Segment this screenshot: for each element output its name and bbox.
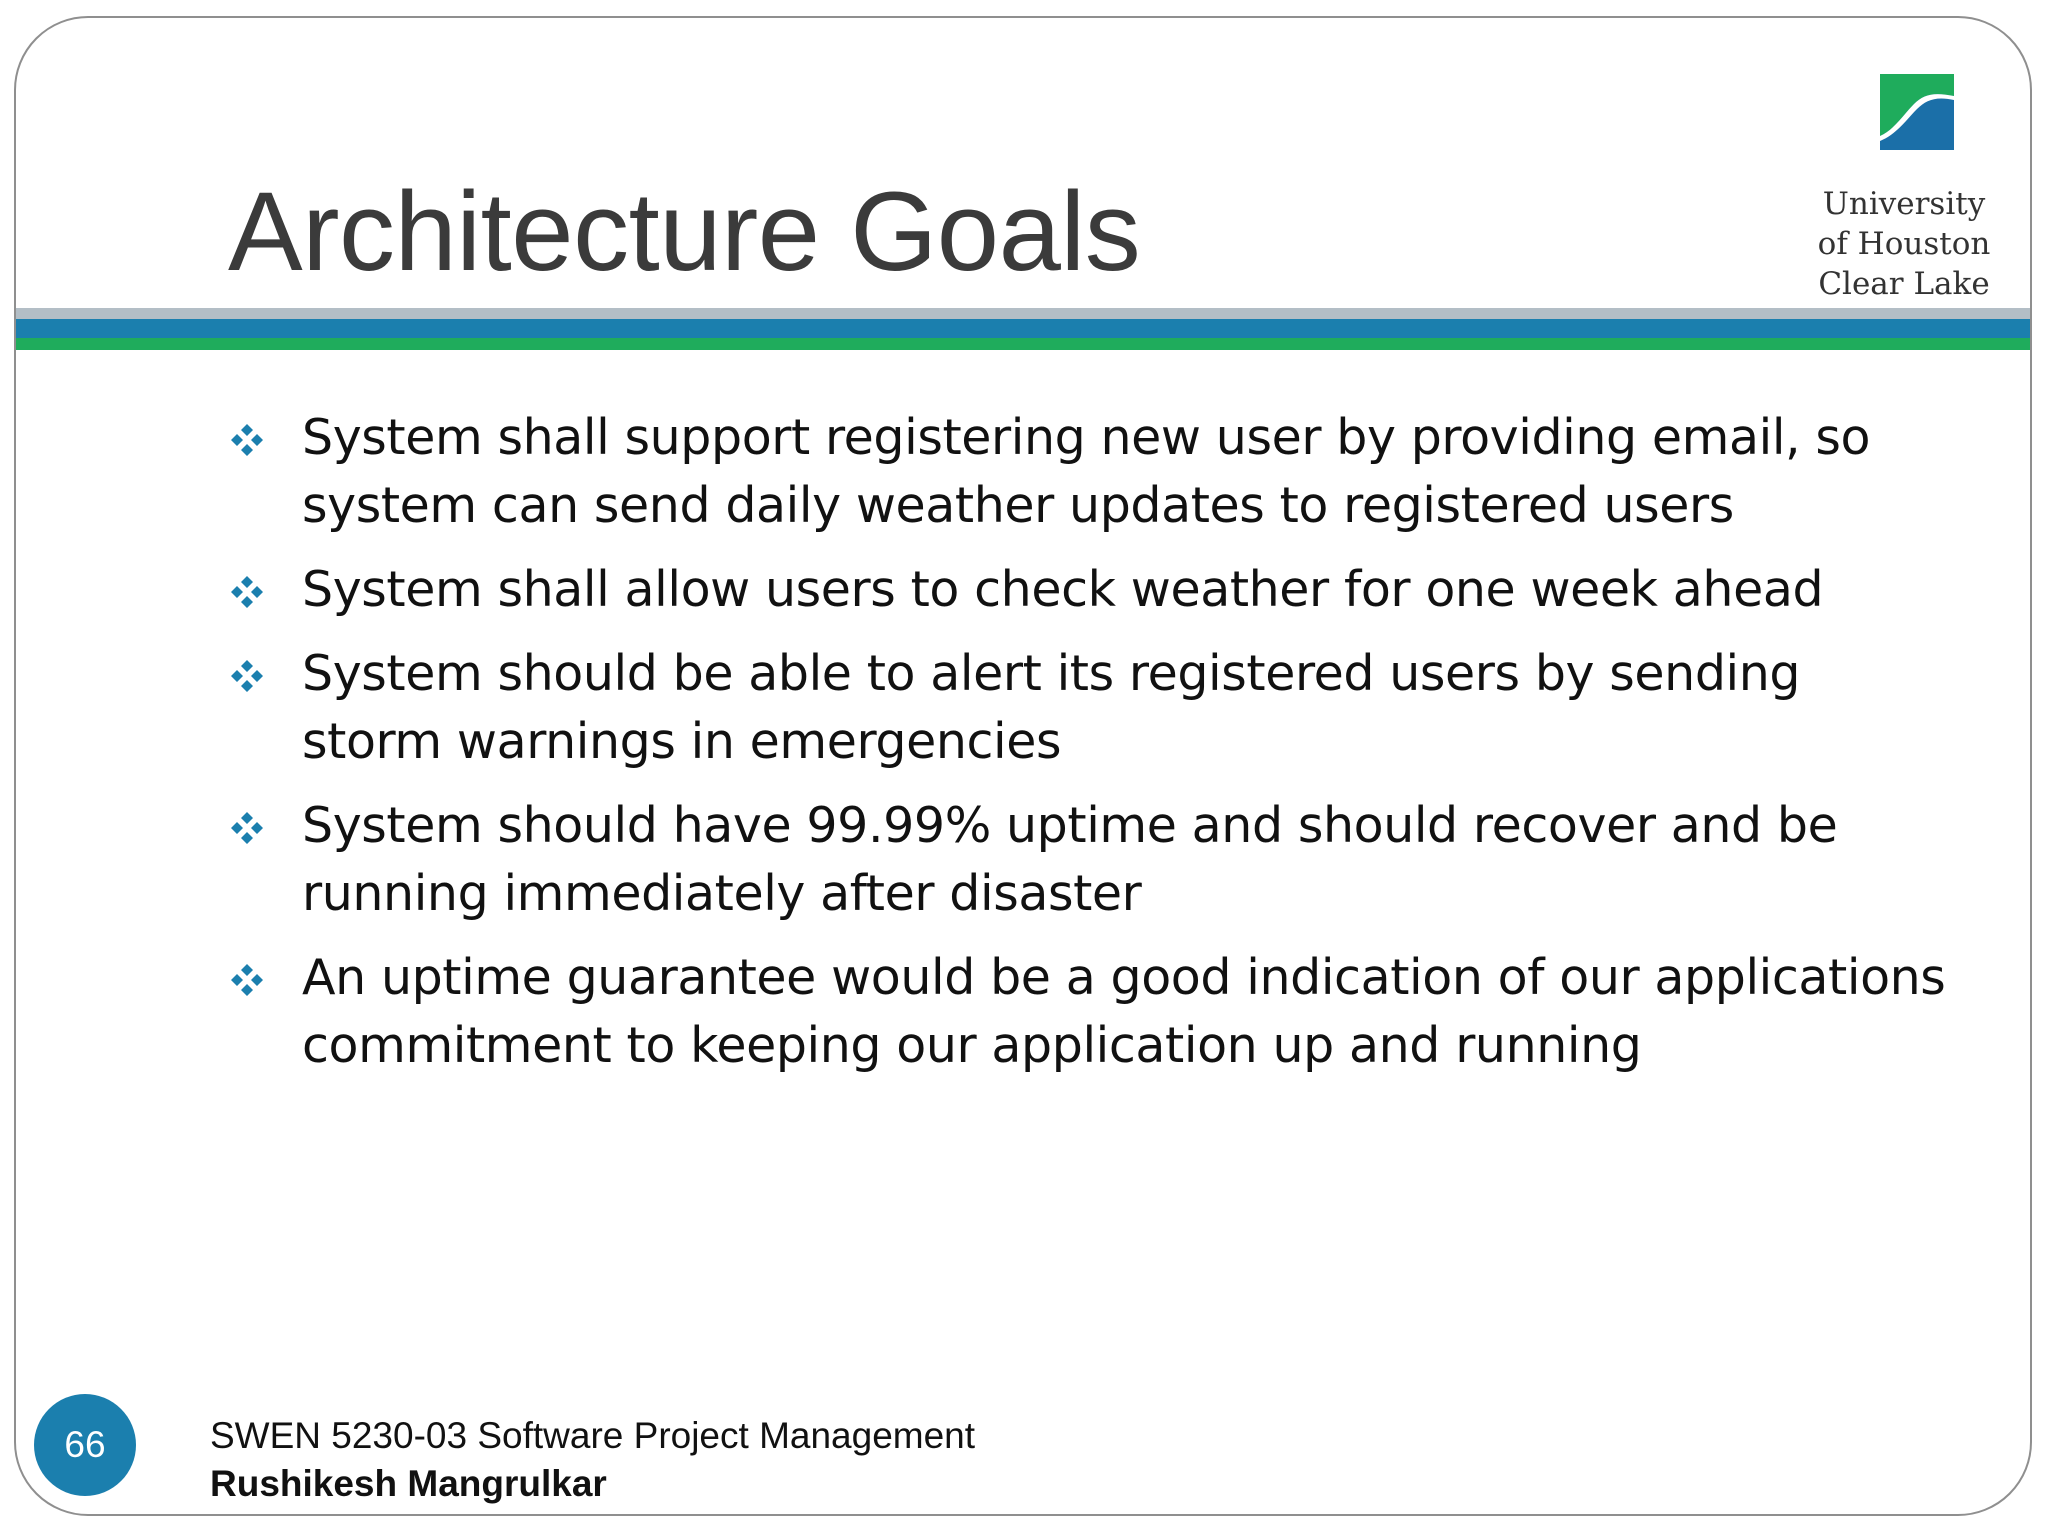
diamond-cluster-icon — [230, 423, 264, 457]
footer-course: SWEN 5230-03 Software Project Management — [210, 1415, 976, 1456]
diamond-cluster-icon — [230, 575, 264, 609]
bullet-list — [228, 404, 1948, 1096]
diamond-cluster-icon — [230, 811, 264, 845]
bullet-text: An uptime guarantee would be a good indication of our applications commitment to keeping our application up and running — [302, 949, 1946, 1074]
divider-band-blue — [16, 319, 2030, 338]
logo-line: of Houston — [1817, 226, 1991, 262]
title-divider-bands — [16, 308, 2030, 350]
divider-band-green — [16, 338, 2030, 350]
bullet-text: System should have 99.99% uptime and should recover and be running immediately after disaster — [302, 797, 1838, 922]
diamond-cluster-icon — [230, 963, 264, 997]
slide-title: Architecture Goals — [228, 169, 1141, 294]
bullet-item — [228, 640, 1948, 776]
bullet-item — [228, 404, 1948, 540]
bullet-item — [228, 944, 1948, 1080]
logo-wordmark — [1816, 184, 1992, 304]
bullet-text: System shall allow users to check weather for one week ahead — [302, 561, 1824, 618]
university-logo — [1816, 74, 1992, 304]
diamond-cluster-icon — [230, 659, 264, 693]
bullet-item — [228, 556, 1948, 624]
slide — [14, 16, 2032, 1516]
bullet-item — [228, 792, 1948, 928]
footer-author: Rushikesh Mangrulkar — [210, 1463, 607, 1504]
bullet-text: System should be able to alert its registered users by sending storm warnings in emergencies — [302, 645, 1801, 770]
page-number-badge: 66 — [34, 1394, 136, 1496]
bullet-text: System shall support registering new user by providing email, so system can send daily weather updates to registered users — [302, 409, 1871, 534]
logo-line: Clear Lake — [1818, 266, 1990, 302]
slide-footer — [210, 1412, 975, 1508]
logo-line: University — [1822, 186, 1986, 222]
uhcl-wave-logo-icon — [1880, 74, 1954, 150]
divider-band-grey — [16, 308, 2030, 319]
